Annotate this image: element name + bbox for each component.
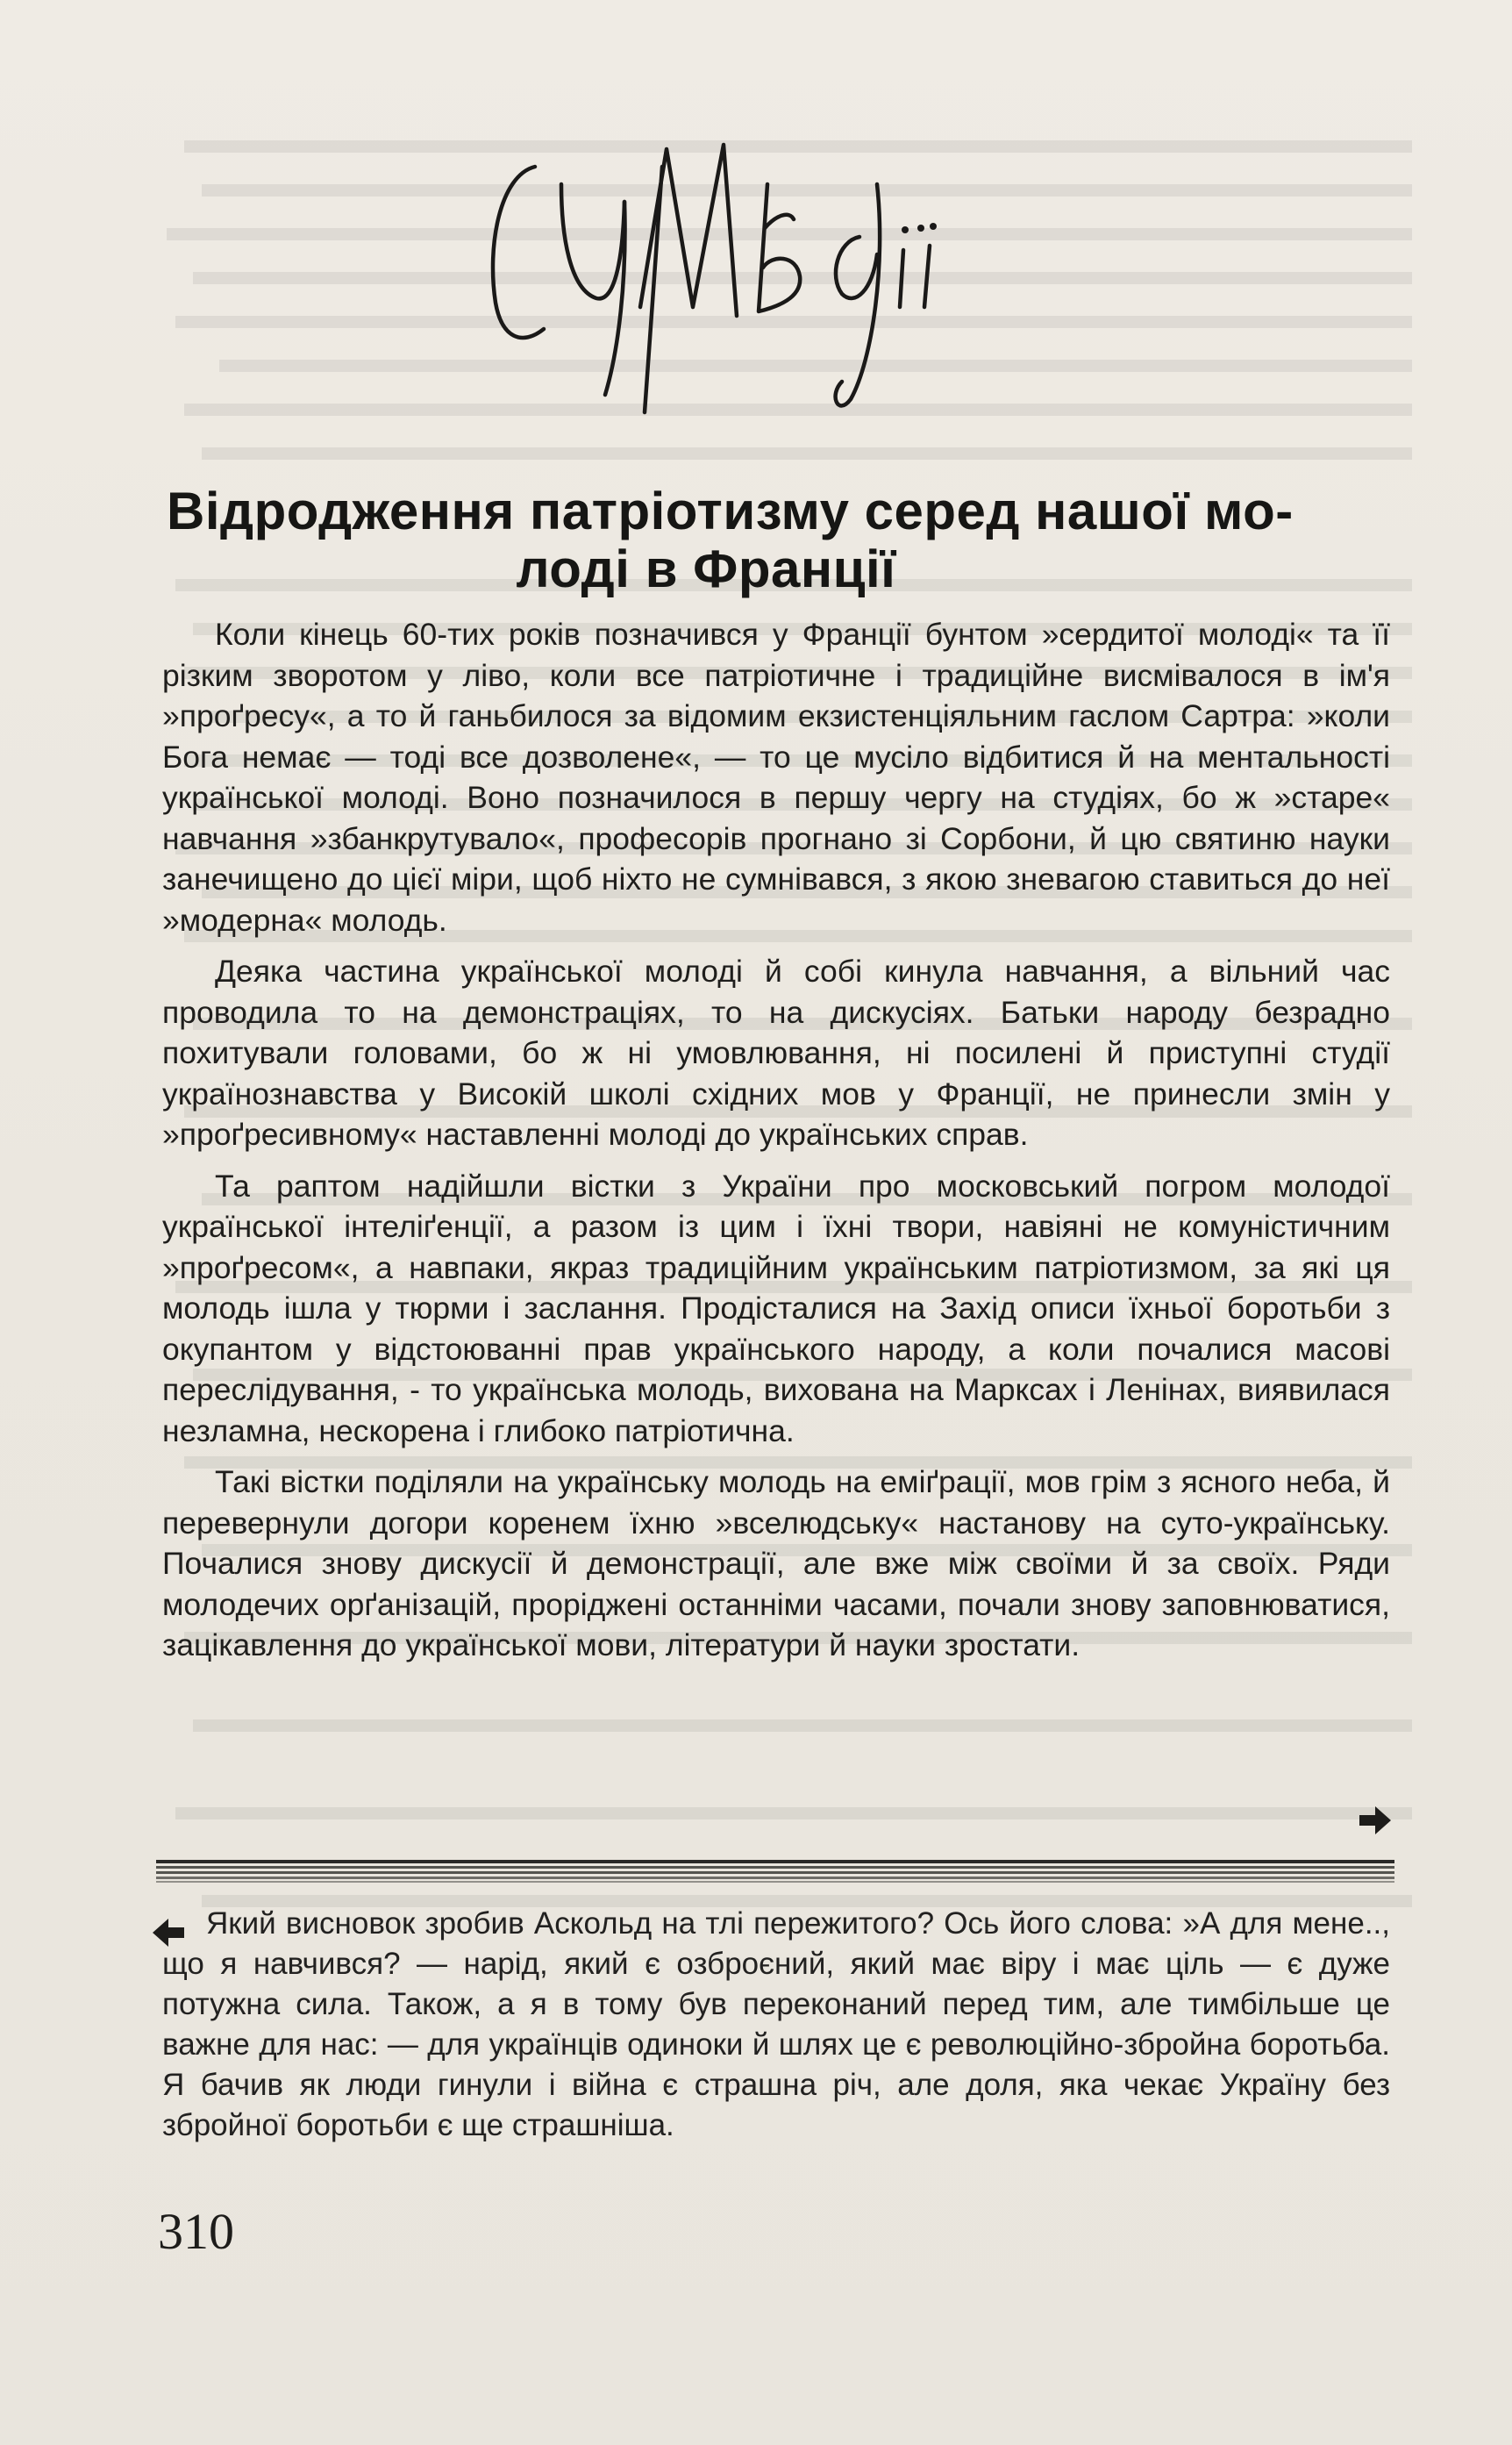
article-title-line2: лоді в Франції [516,540,896,598]
sum-logo [474,132,965,430]
article-title-line1: Відродження патріотизму серед нашої мо- [167,482,1294,540]
paragraph-4: Такі вістки поділяли на українську молодь на еміґрації, мов грім з ясного неба, й перевернули догори коренем їхню »вселюдську« настанову на суто-українську. Почалися знову дискусії й демонстрації, але вже між своїми й за своїх. Ряди молодечих орґанізацій, проріджені останніми часами, почали знову заповнюватися, зацікавлення до української мови, літератури й науки зростати. [162,1464,1390,1662]
askold-quote [162,1904,1390,2146]
arrow-right-icon [1358,1803,1393,1838]
paragraph-2: Деяка частина української молоді й собі кинула навчання, а вільний час проводила то на демонстраціях, то на дискусіях. Батьки народу безрадно похитували головами, бо ж ні умовлювання, ні посилені й приступні студії українознавства у Високій школі східних мов у Франції, не принесли змін у »проґресивному« наставленні молоді до українських справ. [162,954,1390,1152]
article-title [167,483,1394,598]
quote-paragraph: Який висновок зробив Аскольд на тлі пережитого? Ось його слова: »А для мене.., що я навчився? — нарід, який є озброєний, який має віру і має ціль — є дуже потужна сила. Також, а я в тому був переконаний перед тим, але тимбільше це важне для нас: — для українців одиноки й шлях це є революційно-збройна боротьба. Я бачив як люди гинули і війна є страшна річ, але доля, яка чекає Україну без збройної боротьби є ще страшніша. [162,1906,1390,2142]
article-body [162,614,1390,1676]
paragraph-3: Та раптом надійшли вістки з України про московський погром молодої української інтеліґенції, а разом із цим і їхні твори, навіяні не комуністичним »проґресом«, а навпаки, якраз традиційним українським патріотизмом, за які ця молодь ішла у тюрми і заслання. Продісталися на Захід описи їхньої боротьби з окупантом у відстоюванні прав українського народу, а коли почалися масові переслідування, - то українська молодь, вихована на Марксах і Ленінах, виявилася незламна, нескорена і глибоко патріотична. [162,1168,1390,1448]
page-number: 310 [158,2203,234,2260]
paragraph-1: Коли кінець 60-тих років позначився у Франції бунтом »сердитої молоді« та її різким зворотом у ліво, коли все патріотичне і традиційне висмівалося в ім'я »проґресу«, а то й ганьбилося за відомим екзистенціяльним гаслом Сартра: »коли Бога немає — тоді все дозволене«, — то це мусіло відбитися й на ментальності української молоді. Воно позначилося в першу чергу на студіях, бо ж »старе« навчання »збанкрутувало«, професорів прогнано зі Сорбони, й цю святиню науки занечищено до цієї міри, щоб ніхто не сумнівався, з якою зневагою ставиться до неї »модерна« молодь. [162,617,1390,938]
section-divider [156,1858,1394,1884]
